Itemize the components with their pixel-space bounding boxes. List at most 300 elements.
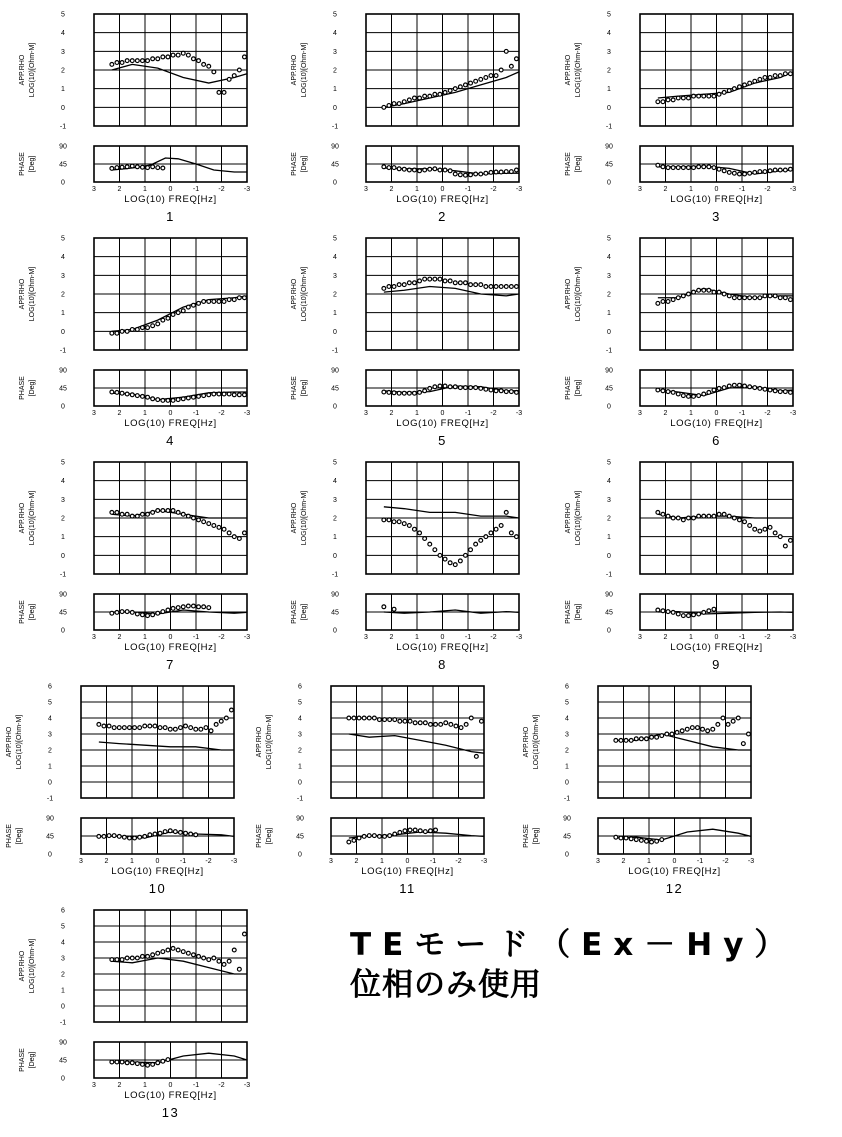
rho-observed-point [656, 301, 660, 305]
rho-panel [565, 236, 793, 355]
rho-observed-point [479, 539, 483, 543]
rho-observed-point [428, 94, 432, 98]
rho-observed-point [402, 522, 406, 526]
phase-tick-label: 90 [59, 1039, 67, 1047]
x-tick-label: -1 [192, 634, 200, 641]
rho-observed-point [120, 329, 124, 333]
phase-panel [291, 144, 522, 194]
rho-tick-label: 1 [607, 86, 611, 94]
rho-observed-point [403, 719, 407, 723]
rho-tick-label: 0 [565, 779, 569, 787]
rho-observed-point [459, 726, 463, 730]
rho-observed-point [624, 739, 628, 743]
rho-observed-point [125, 59, 129, 63]
rho-observed-point [732, 296, 736, 300]
phase-observed-point [166, 1058, 170, 1062]
rho-tick-label: -1 [59, 1019, 67, 1027]
rho-tick-label: 4 [333, 254, 337, 262]
phase-observed-point [156, 611, 160, 615]
phase-axis-label-1: PHASE [565, 600, 572, 624]
phase-axis-label-2: [Deg] [16, 827, 23, 845]
chart-station-11 [256, 684, 487, 897]
rho-tick-label: 2 [333, 515, 337, 523]
phase-observed-point [448, 169, 452, 173]
phase-observed-point [382, 390, 386, 394]
rho-observed-point [489, 74, 493, 78]
chart-station-7 [19, 460, 250, 673]
rho-observed-point [423, 721, 427, 725]
phase-observed-point [681, 166, 685, 170]
phase-tick-label: 0 [333, 627, 337, 635]
rho-observed-point [392, 285, 396, 289]
x-tick-label: 3 [596, 858, 600, 865]
x-tick-label: 1 [380, 858, 384, 865]
x-tick-label: -3 [789, 186, 797, 193]
phase-observed-point [712, 388, 716, 392]
rho-observed-point [783, 72, 787, 76]
rho-observed-point [666, 300, 670, 304]
rho-observed-point [115, 331, 119, 335]
x-tick-label: -2 [764, 186, 771, 193]
phase-observed-point [184, 831, 188, 835]
rho-tick-label: 1 [298, 763, 302, 771]
rho-panel [19, 460, 247, 579]
rho-axis-label-2: LOG(10)[Ohm-M] [301, 266, 308, 322]
rho-observed-point [763, 76, 767, 80]
phase-tick-label: 90 [605, 367, 613, 375]
rho-tick-label: 3 [298, 731, 302, 739]
rho-observed-point [692, 516, 696, 520]
rho-tick-label: 5 [298, 699, 302, 707]
x-tick-label: 1 [143, 186, 147, 193]
rho-observed-point [469, 716, 473, 720]
rho-observed-point [161, 509, 165, 513]
rho-observed-point [398, 719, 402, 723]
x-tick-label: -3 [515, 410, 523, 417]
phase-observed-point [717, 167, 721, 171]
rho-tick-label: 3 [607, 496, 611, 504]
rho-observed-point [135, 956, 139, 960]
x-tick-label: -1 [696, 858, 704, 865]
station-number: 9 [712, 657, 721, 672]
phase-observed-point [464, 386, 468, 390]
rho-tick-label: 5 [565, 699, 569, 707]
rho-observed-point [110, 958, 114, 962]
phase-tick-label: 45 [59, 385, 67, 393]
rho-tick-label: -1 [331, 571, 339, 579]
rho-observed-point [697, 288, 701, 292]
rho-observed-point [464, 723, 468, 727]
x-tick-label: 3 [638, 634, 642, 641]
phase-observed-point [382, 605, 386, 609]
rho-observed-point [181, 950, 185, 954]
rho-tick-label: -1 [59, 347, 67, 355]
rho-observed-point [716, 723, 720, 727]
phase-observed-point [146, 1063, 150, 1067]
phase-observed-point [141, 165, 145, 169]
phase-observed-point [707, 165, 711, 169]
phase-observed-point [656, 163, 660, 167]
rho-tick-label: 2 [48, 747, 52, 755]
x-tick-label: 2 [663, 634, 668, 641]
rho-tick-label: -1 [296, 795, 304, 803]
station-number: 8 [438, 657, 447, 672]
rho-observed-point [748, 81, 752, 85]
phase-observed-point [768, 388, 772, 392]
rho-observed-point [458, 281, 462, 285]
phase-tick-label: 90 [605, 143, 613, 151]
rho-observed-point [743, 520, 747, 524]
rho-model-curve [112, 64, 247, 83]
rho-observed-point [736, 716, 740, 720]
x-tick-label: -2 [764, 634, 771, 641]
x-tick-label: 1 [415, 186, 419, 193]
phase-observed-point [614, 835, 618, 839]
phase-observed-point [783, 390, 787, 394]
rho-observed-point [227, 77, 231, 81]
phase-observed-point [712, 607, 716, 611]
rho-axis-label-1: APP.RHO [19, 278, 26, 310]
rho-observed-point [504, 511, 508, 515]
phase-observed-point [397, 167, 401, 171]
phase-observed-point [464, 173, 468, 177]
rho-tick-label: 5 [607, 11, 611, 19]
x-tick-label: 2 [389, 186, 394, 193]
rho-observed-point [207, 64, 211, 68]
rho-panel [291, 236, 519, 355]
rho-observed-point [701, 727, 705, 731]
rho-observed-point [357, 716, 361, 720]
rho-tick-label: 4 [298, 715, 302, 723]
rho-observed-point [141, 326, 145, 330]
phase-observed-point [130, 393, 134, 397]
phase-panel [291, 368, 522, 418]
phase-observed-point [474, 172, 478, 176]
rho-observed-point [217, 91, 221, 95]
rho-observed-point [484, 535, 488, 539]
rho-observed-point [670, 732, 674, 736]
rho-observed-point [747, 732, 751, 736]
phase-tick-label: 45 [605, 161, 613, 169]
rho-observed-point [706, 729, 710, 733]
rho-observed-point [176, 311, 180, 315]
rho-observed-point [112, 726, 116, 730]
rho-observed-point [443, 91, 447, 95]
phase-observed-point [135, 612, 139, 616]
rho-tick-label: 3 [48, 731, 52, 739]
x-tick-label: 3 [92, 186, 96, 193]
phase-observed-point [166, 608, 170, 612]
phase-observed-point [168, 829, 172, 833]
rho-observed-point [753, 296, 757, 300]
rho-observed-point [413, 281, 417, 285]
rho-observed-point [383, 718, 387, 722]
rho-axis-label-2: LOG(10)[Ohm-M] [29, 42, 36, 98]
rho-observed-point [773, 294, 777, 298]
rho-observed-point [237, 967, 241, 971]
rho-tick-label: 3 [607, 272, 611, 280]
phase-observed-point [458, 386, 462, 390]
phase-tick-label: 0 [298, 851, 302, 859]
phase-observed-point [128, 836, 132, 840]
rho-panel [291, 12, 519, 131]
phase-observed-point [202, 394, 206, 398]
rho-observed-point [743, 83, 747, 87]
rho-axis-label-1: APP.RHO [19, 950, 26, 982]
rho-observed-point [166, 509, 170, 513]
phase-panel [565, 368, 796, 418]
phase-observed-point [125, 1061, 129, 1065]
phase-observed-point [494, 170, 498, 174]
rho-tick-label: 4 [61, 254, 65, 262]
x-tick-label: 0 [168, 186, 173, 193]
x-tick-label: 2 [117, 186, 122, 193]
rho-tick-label: 1 [565, 763, 569, 771]
rho-tick-label: 2 [607, 67, 611, 75]
rho-observed-point [727, 89, 731, 93]
rho-observed-point [212, 70, 216, 74]
phase-axis-label-1: PHASE [565, 152, 572, 176]
station-number: 4 [166, 433, 175, 448]
x-tick-label: -3 [230, 858, 238, 865]
rho-observed-point [738, 518, 742, 522]
rho-axis-label-2: LOG(10)[Ohm-M] [29, 938, 36, 994]
rho-panel [19, 236, 247, 355]
phase-observed-point [418, 391, 422, 395]
rho-observed-point [222, 963, 226, 967]
phase-observed-point [148, 833, 152, 837]
rho-observed-point [666, 98, 670, 102]
phase-observed-point [676, 392, 680, 396]
rho-tick-label: 3 [61, 272, 65, 280]
x-tick-label: -2 [722, 858, 729, 865]
phase-observed-point [141, 613, 145, 617]
rho-tick-label: 5 [333, 459, 337, 467]
phase-axis-label-2: [Deg] [29, 603, 36, 621]
phase-observed-point [479, 172, 483, 176]
phase-axis-label-1: PHASE [291, 600, 298, 624]
rho-observed-point [690, 726, 694, 730]
x-axis-label: LOG(10) FREQ[Hz] [628, 866, 721, 877]
phase-observed-point [753, 171, 757, 175]
rho-observed-point [474, 755, 478, 759]
rho-observed-point [676, 296, 680, 300]
rho-observed-point [151, 511, 155, 515]
station-number: 10 [148, 881, 167, 896]
rho-tick-label: 3 [61, 955, 65, 963]
rho-observed-point [656, 100, 660, 104]
rho-observed-point [176, 53, 180, 57]
rho-observed-point [768, 294, 772, 298]
rho-observed-point [217, 959, 221, 963]
phase-observed-point [222, 392, 226, 396]
rho-observed-point [141, 59, 145, 63]
phase-observed-point [494, 389, 498, 393]
rho-observed-point [176, 511, 180, 515]
rho-observed-point [778, 296, 782, 300]
phase-axis-label-2: [Deg] [29, 155, 36, 173]
x-tick-label: -1 [738, 634, 746, 641]
rho-observed-point [212, 956, 216, 960]
rho-observed-point [732, 516, 736, 520]
phase-observed-point [138, 835, 142, 839]
x-tick-label: -2 [455, 858, 462, 865]
phase-observed-point [717, 387, 721, 391]
chart-station-3 [565, 12, 796, 225]
rho-observed-point [702, 288, 706, 292]
rho-observed-point [393, 718, 397, 722]
x-tick-label: 0 [405, 858, 410, 865]
phase-observed-point [161, 1059, 165, 1063]
x-tick-label: 0 [168, 1082, 173, 1089]
phase-observed-point [110, 167, 114, 171]
rho-tick-label: 2 [61, 291, 65, 299]
station-number: 12 [665, 881, 684, 896]
phase-observed-point [428, 167, 432, 171]
rho-observed-point [184, 724, 188, 728]
phase-observed-point [697, 394, 701, 398]
x-axis-label: LOG(10) FREQ[Hz] [124, 1090, 217, 1101]
phase-tick-label: 45 [59, 609, 67, 617]
rho-tick-label: 5 [61, 235, 65, 243]
phase-observed-point [112, 834, 116, 838]
x-tick-label: 3 [92, 410, 96, 417]
chart-station-6 [565, 236, 796, 449]
rho-observed-point [789, 539, 793, 543]
rho-observed-point [392, 102, 396, 106]
rho-observed-point [666, 514, 670, 518]
rho-observed-point [434, 723, 438, 727]
x-tick-label: -2 [490, 186, 497, 193]
rho-tick-label: 0 [61, 328, 65, 336]
chart-station-9 [565, 460, 796, 673]
rho-observed-point [407, 524, 411, 528]
x-tick-label: 1 [689, 634, 693, 641]
x-tick-label: 1 [143, 634, 147, 641]
rho-observed-point [494, 527, 498, 531]
phase-observed-point [515, 168, 519, 172]
phase-observed-point [753, 386, 757, 390]
rho-observed-point [171, 509, 175, 513]
rho-observed-point [243, 932, 247, 936]
phase-observed-point [789, 167, 793, 171]
x-tick-label: 3 [364, 634, 368, 641]
phase-observed-point [141, 395, 145, 399]
rho-observed-point [418, 721, 422, 725]
phase-observed-point [130, 611, 134, 615]
rho-observed-point [192, 303, 196, 307]
phase-observed-point [458, 173, 462, 177]
rho-observed-point [614, 739, 618, 743]
x-tick-label: 2 [663, 186, 668, 193]
rho-observed-point [480, 719, 484, 723]
phase-observed-point [687, 166, 691, 170]
phase-tick-label: 45 [46, 833, 54, 841]
rho-axis-label-2: LOG(10)[Ohm-M] [575, 490, 582, 546]
rho-observed-point [232, 535, 236, 539]
rho-observed-point [499, 68, 503, 72]
rho-tick-label: 0 [61, 1003, 65, 1011]
rho-axis-label-1: APP.RHO [291, 54, 298, 86]
phase-observed-point [418, 169, 422, 173]
phase-observed-point [469, 386, 473, 390]
phase-observed-point [418, 829, 422, 833]
rho-tick-label: -1 [563, 795, 571, 803]
phase-observed-point [443, 384, 447, 388]
rho-observed-point [726, 723, 730, 727]
rho-observed-point [778, 74, 782, 78]
x-tick-label: -3 [243, 186, 251, 193]
phase-observed-point [403, 829, 407, 833]
x-tick-label: 2 [389, 634, 394, 641]
phase-observed-point [227, 392, 231, 396]
x-tick-label: -3 [243, 634, 251, 641]
rho-observed-point [186, 53, 190, 57]
phase-observed-point [712, 166, 716, 170]
rho-tick-label: 1 [333, 310, 337, 318]
x-tick-label: -1 [464, 186, 472, 193]
rho-observed-point [212, 300, 216, 304]
rho-observed-point [166, 948, 170, 952]
phase-observed-point [722, 386, 726, 390]
rho-observed-point [469, 81, 473, 85]
rho-tick-label: 6 [61, 907, 65, 915]
rho-observed-point [661, 300, 665, 304]
x-tick-label: 2 [117, 1082, 122, 1089]
rho-tick-label: 6 [48, 683, 52, 691]
phase-observed-point [161, 166, 165, 170]
rho-observed-point [474, 79, 478, 83]
rho-observed-point [504, 49, 508, 53]
x-axis-label: LOG(10) FREQ[Hz] [396, 642, 489, 653]
rho-observed-point [192, 953, 196, 957]
phase-observed-point [509, 170, 513, 174]
phase-observed-point [429, 829, 433, 833]
phase-axis-label-1: PHASE [291, 376, 298, 400]
rho-observed-point [732, 87, 736, 91]
phase-observed-point [453, 172, 457, 176]
rho-observed-point [130, 514, 134, 518]
rho-observed-point [783, 544, 787, 548]
phase-observed-point [125, 610, 129, 614]
phase-observed-point [388, 834, 392, 838]
rho-observed-point [778, 535, 782, 539]
phase-tick-label: 90 [59, 367, 67, 375]
x-axis-label: LOG(10) FREQ[Hz] [124, 194, 217, 205]
phase-tick-label: 0 [333, 403, 337, 411]
x-tick-label: 3 [79, 858, 83, 865]
rho-observed-point [382, 518, 386, 522]
rho-observed-point [130, 59, 134, 63]
x-tick-label: 3 [92, 634, 96, 641]
phase-observed-point [738, 172, 742, 176]
phase-observed-point [176, 606, 180, 610]
phase-axis-label-1: PHASE [19, 1048, 26, 1072]
rho-observed-point [179, 726, 183, 730]
rho-observed-point [738, 296, 742, 300]
phase-observed-point [97, 835, 101, 839]
rho-tick-label: 1 [333, 86, 337, 94]
rho-observed-point [135, 514, 139, 518]
rho-panel [523, 684, 751, 803]
rho-tick-label: 2 [333, 67, 337, 75]
rho-observed-point [675, 731, 679, 735]
rho-observed-point [768, 76, 772, 80]
rho-observed-point [758, 77, 762, 81]
rho-observed-point [125, 512, 129, 516]
rho-observed-point [515, 285, 519, 289]
rho-observed-point [753, 79, 757, 83]
